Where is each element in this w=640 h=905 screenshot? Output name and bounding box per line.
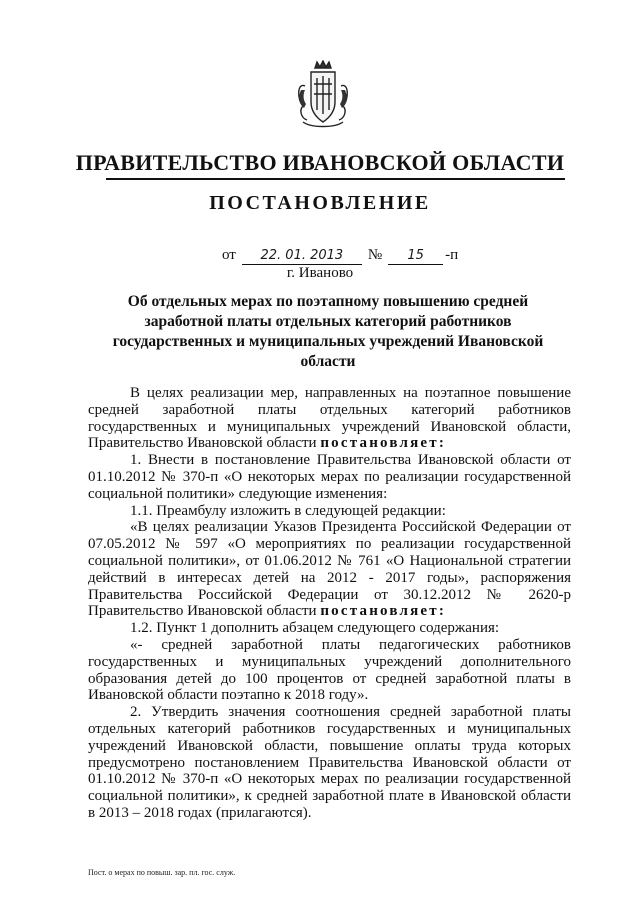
- coat-of-arms-icon: [295, 60, 351, 128]
- decree-keyword: постановляет:: [320, 603, 447, 620]
- date-value: 22. 01. 2013: [242, 248, 362, 265]
- decree-keyword: постановляет:: [320, 435, 447, 452]
- paragraph: [88, 385, 571, 452]
- document-type: ПОСТАНОВЛЕНИЕ: [209, 192, 431, 214]
- date-number-line: [222, 247, 458, 265]
- title-underline: [106, 178, 565, 180]
- paragraph-text: «В целях реализации Указов Президента Российской Федерации от 07.05.2012 № 597 «О мероприятиях по реализации государственной социальной политики», от 01.06.2012 № 761 «О Национальной стратегии действий в интересах детей на 2012 - 2017 годы», распоряжения Правительства Российской Федерации от 30.12.2012 № 2620-р Правительство Ивановской области: [88, 519, 571, 620]
- date-prefix: от: [222, 247, 236, 263]
- footer-note: Пост. о мерах по повыш. зар. пл. гос. служ.: [88, 868, 236, 877]
- paragraph-text: В целях реализации мер, направленных на поэтапное повышение средней заработной платы отдельных категорий работников государственных и муниципальных учреждений Ивановской области, Правительство Ивановской области: [88, 385, 571, 452]
- number-suffix: -п: [445, 247, 459, 263]
- document-body: [88, 385, 571, 822]
- paragraph: 1.1. Преамбулу изложить в следующей редакции:: [130, 502, 446, 519]
- paragraph: 2. Утвердить значения соотношения средней заработной платы отдельных категорий работников государственных и муниципальных учреждений Ивановской области, повышение оплаты труда которых предусмотрено постановлением Правительства Ивановской области от 01.10.2012 № 370-п «О некоторых мерах по реализации государственной социальной политики», к средней заработной плате в Ивановской области в 2013 – 2018 годах (прилагаются).: [88, 704, 571, 821]
- paragraph: 1.2. Пункт 1 дополнить абзацем следующего содержания:: [130, 620, 500, 637]
- number-value: 15: [388, 248, 443, 265]
- city: г. Иваново: [286, 265, 354, 281]
- number-prefix: №: [367, 247, 383, 263]
- paragraph: «- средней заработной платы педагогических работников государственных и муниципальных учреждений дополнительного образования детей до 100 процентов от средней заработной платы в Ивановской области поэтапно к 2018 году».: [88, 636, 571, 704]
- paragraph: 1. Внести в постановление Правительства Ивановской области от 01.10.2012 № 370-п «О некоторых мерах по реализации государственной социальной политики» следующие изменения:: [88, 452, 571, 502]
- government-name: ПРАВИТЕЛЬСТВО ИВАНОВСКОЙ ОБЛАСТИ: [75, 150, 565, 175]
- document-heading: Об отдельных мерах по поэтапному повышению средней заработной платы отдельных категорий работников государственных и муниципальных учреждений Ивановской области: [112, 293, 544, 370]
- paragraph: [88, 519, 571, 620]
